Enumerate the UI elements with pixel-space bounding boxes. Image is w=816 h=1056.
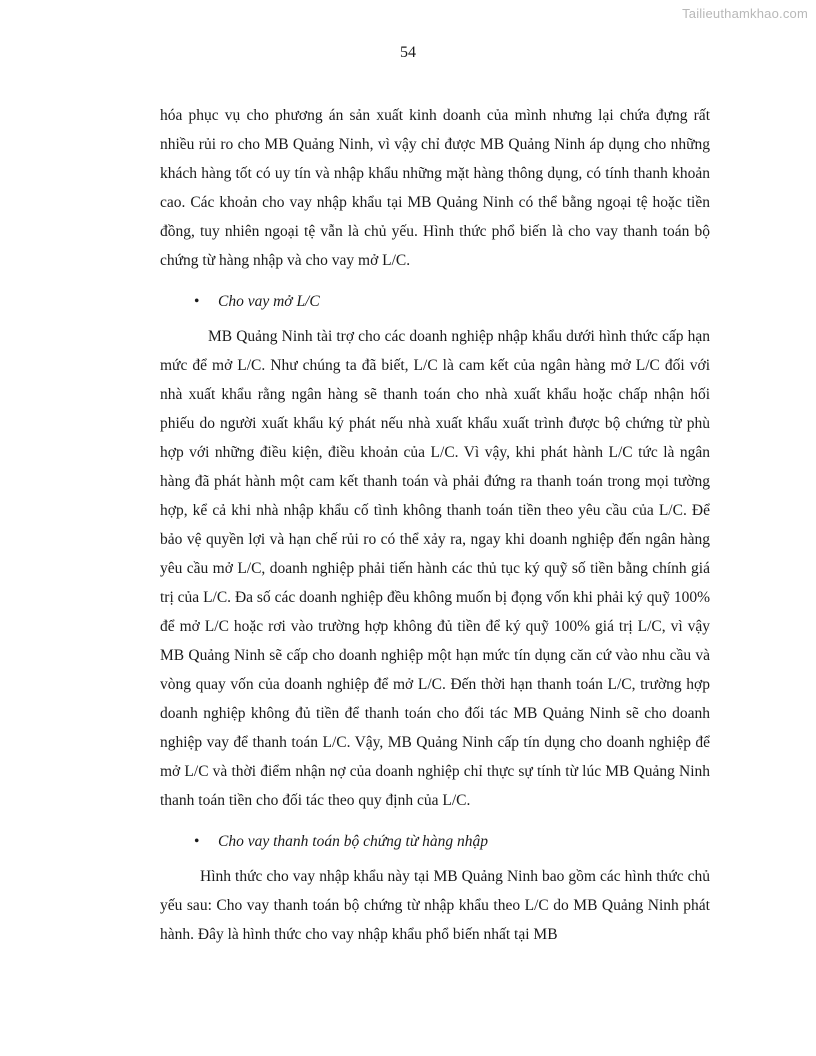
- paragraph: MB Quảng Ninh tài trợ cho các doanh nghiệp nhập khẩu dưới hình thức cấp hạn mức để mở L/C. Như chúng ta đã biết, L/C là cam kết của ngân hàng mở L/C đối với nhà xuất khẩu rằng ngân hàng sẽ thanh toán cho nhà xuất khẩu hoặc chấp nhận hối phiếu do người xuất khẩu ký phát nếu nhà xuất khẩu xuất trình được bộ chứng từ phù hợp với những điều kiện, điều khoản của L/C. Vì vậy, khi phát hành L/C tức là ngân hàng đã phát hành một cam kết thanh toán và phải đứng ra thanh toán trong mọi tường hợp, kể cả khi nhà nhập khẩu cố tình không thanh toán tiền theo yêu cầu của L/C. Để bảo vệ quyền lợi và hạn chế rủi ro có thể xảy ra, ngay khi doanh nghiệp đến ngân hàng yêu cầu mở L/C, doanh nghiệp phải tiến hành các thủ tục ký quỹ số tiền bằng chính giá trị của L/C. Đa số các doanh nghiệp đều không muốn bị đọng vốn khi phải ký quỹ 100% để mở L/C hoặc rơi vào trường hợp không đủ tiền để ký quỹ 100% giá trị L/C, vì vậy MB Quảng Ninh sẽ cấp cho doanh nghiệp một hạn mức tín dụng căn cứ vào nhu cầu và vòng quay vốn của doanh nghiệp để mở L/C. Đến thời hạn thanh toán L/C, trường hợp doanh nghiệp không đủ tiền để thanh toán cho đối tác MB Quảng Ninh sẽ cho doanh nghiệp vay để thanh toán L/C. Vậy, MB Quảng Ninh cấp tín dụng cho doanh nghiệp để mở L/C và thời điểm nhận nợ của doanh nghiệp chỉ thực sự tính từ lúc MB Quảng Ninh thanh toán tiền cho đối tác theo quy định của L/C.: [160, 328, 710, 809]
- bullet-text: Cho vay mở L/C: [218, 293, 320, 310]
- watermark-text: Tailieuthamkhao.com: [682, 6, 808, 21]
- bullet-heading-import-documents-loan: [160, 827, 710, 856]
- paragraph: Hình thức cho vay nhập khẩu này tại MB Quảng Ninh bao gồm các hình thức chủ yếu sau: Cho vay thanh toán bộ chứng từ nhập khẩu theo L/C do MB Quảng Ninh phát hành. Đây là hình thức cho vay nhập khẩu phổ biến nhất tại MB: [160, 868, 710, 943]
- page-number: 54: [400, 44, 416, 61]
- document-body: [160, 101, 710, 949]
- bullet-icon: •: [194, 833, 200, 850]
- paragraph: hóa phục vụ cho phương án sản xuất kinh doanh của mình nhưng lại chứa đựng rất nhiều rủi ro cho MB Quảng Ninh, vì vậy chỉ được MB Quảng Ninh áp dụng cho những khách hàng tốt có uy tín và nhập khẩu những mặt hàng thông dụng, có tính thanh khoản cao. Các khoản cho vay nhập khẩu tại MB Quảng Ninh có thể bằng ngoại tệ hoặc tiền đồng, tuy nhiên ngoại tệ vẫn là chủ yếu. Hình thức phổ biến là cho vay thanh toán bộ chứng từ hàng nhập và cho vay mở L/C.: [160, 107, 710, 269]
- bullet-icon: •: [194, 293, 200, 310]
- bullet-heading-lc-loan: [160, 287, 710, 316]
- bullet-text: Cho vay thanh toán bộ chứng từ hàng nhập: [218, 833, 489, 850]
